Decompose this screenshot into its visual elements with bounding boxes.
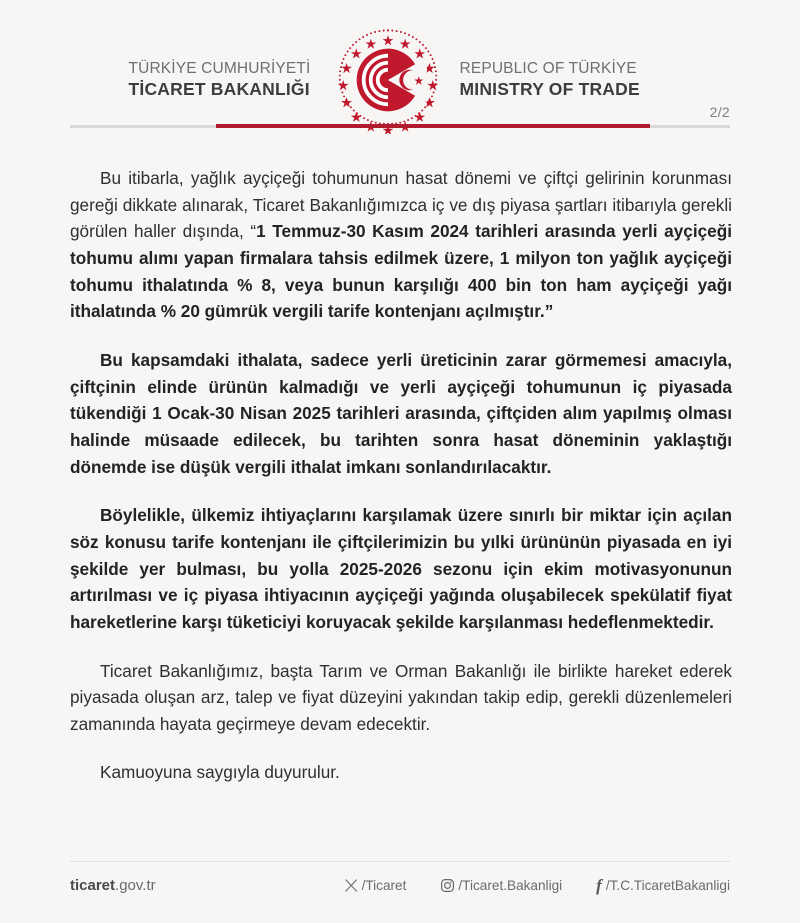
paragraph-1-quote: 1 Temmuz-30 Kasım 2024 tarihleri arasında yerli ayçiçeği tohumu alımı yapan firmalara tahsis edilmek üzere, 1 milyon ton yağlık ayçiçeği tohumu ithalatında % 8, veya bunun karşılığı 400 bin ton ham ayçiçeği yağı ithalatında % 20 gümrük vergili tarife kontenjanı açılmıştır. <box>70 221 733 322</box>
paragraph-1-quote-close: ” <box>544 301 554 322</box>
document-header <box>0 0 800 140</box>
brand-turkish <box>129 59 334 100</box>
social-link-facebook[interactable] <box>596 877 730 894</box>
social-link-x[interactable] <box>344 878 407 893</box>
x-twitter-icon <box>344 878 359 893</box>
facebook-icon: f <box>596 876 602 895</box>
brand-english-line1: REPUBLIC OF TÜRKİYE <box>459 60 637 78</box>
paragraph-5: Kamuoyuna saygıyla duyurulur. <box>100 762 340 783</box>
header-divider <box>70 124 730 128</box>
paragraph-1 <box>70 165 732 325</box>
divider-right-segment <box>650 125 730 128</box>
page-number: 2/2 <box>709 104 730 120</box>
ministry-of-trade-emblem <box>334 26 442 134</box>
document-footer <box>0 861 800 923</box>
divider-accent-segment <box>216 124 650 128</box>
announcement-body <box>70 165 732 786</box>
paragraph-2: Bu kapsamdaki ithalata, sadece yerli üreticinin zarar görmemesi amacıyla, çiftçinin elinde ürünün kalmadığı ve yerli ayçiçeği tohumunun iç piyasada tükendiği 1 Ocak-30 Nisan 2025 tarihleri arasında, çiftçiden alım yapılmış olması halinde müsaade edilecek, bu tarihten sonra hasat döneminin yaklaştığı dönemde ise düşük vergili ithalat imkanı sonlandırılacaktır. <box>70 349 732 477</box>
instagram-icon <box>440 878 455 893</box>
brand-turkish-line2: TİCARET BAKANLIĞI <box>128 79 310 100</box>
website-link-bold: ticaret <box>70 877 116 894</box>
social-handle-x: /Ticaret <box>361 878 407 893</box>
ministry-emblem <box>334 26 442 134</box>
paragraph-3: Böylelikle, ülkemiz ihtiyaçlarını karşılamak üzere sınırlı bir miktar için açılan söz konusu tarife kontenjanı ile çiftçilerimizin bu yılki ürününün piyasada en iyi şekilde yer bulması, bu yolla 2025-2026 sezonu için ekim motivasyonunun artırılması ve iç piyasa ihtiyacının ayçiçeği yağında oluşabilecek spekülatif fiyat hareketlerine karşı tüketiciyi koruyacak şekilde karşılanması hedeflenmektedir. <box>70 505 732 632</box>
website-link[interactable] <box>70 877 156 894</box>
divider-left-segment <box>70 125 216 128</box>
social-handle-facebook: /T.C.TicaretBakanligi <box>605 878 730 893</box>
brand-english-line2: MINISTRY OF TRADE <box>459 79 640 100</box>
footer-divider <box>70 861 730 862</box>
social-handle-instagram: /Ticaret.Bakanligi <box>458 878 563 893</box>
paragraph-1-lead: Bu itibarla, yağlık ayçiçeği tohumunun hasat dönemi ve çiftçi gelirinin korunması gereği dikkate alınarak, Ticaret Bakanlığımızca iç ve dış piyasa şartları itibarıyla gerekli görülen haller dışında, “ <box>70 168 732 242</box>
social-link-instagram[interactable] <box>440 878 562 893</box>
brand-english <box>442 59 672 100</box>
paragraph-4: Ticaret Bakanlığımız, başta Tarım ve Orman Bakanlığı ile birlikte hareket ederek piyasada oluşan arz, talep ve fiyat düzeyini yakından takip edip, gerekli düzenlemeleri zamanında hayata geçirmeye devam edecektir. <box>70 660 732 734</box>
brand-turkish-line1: TÜRKİYE CUMHURİYETİ <box>128 60 311 78</box>
social-links <box>344 877 732 894</box>
website-link-rest: .gov.tr <box>115 877 156 894</box>
